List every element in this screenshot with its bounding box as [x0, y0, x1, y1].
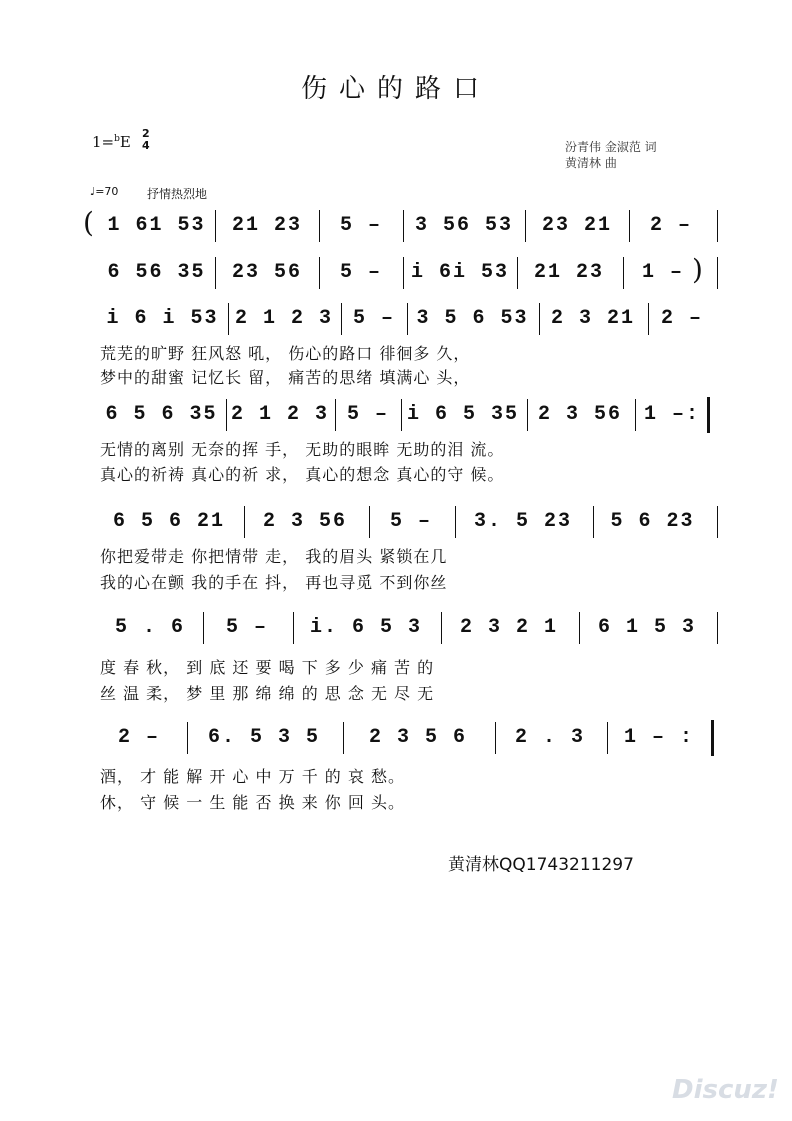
page-title: 伤心的路口 — [300, 74, 491, 104]
barline — [403, 257, 404, 289]
barline — [623, 257, 624, 289]
barline — [319, 210, 320, 242]
lyric-line-2: 梦中的甜蜜 记忆长 留， 痛苦的思绪 填满心 头， — [100, 368, 471, 387]
lyric-line-1: 酒， 才 能 解 开 心 中 万 千 的 哀 愁。 — [100, 767, 405, 786]
measure: 5 – — [352, 307, 395, 330]
barline — [635, 399, 636, 431]
barline — [648, 303, 649, 335]
barline — [593, 506, 594, 538]
measure: 6 5 6 35 — [105, 403, 218, 426]
barline — [403, 210, 404, 242]
tempo-marking: ♩=70 — [90, 185, 119, 198]
barline — [717, 257, 718, 289]
measure: 3 56 53 — [414, 214, 513, 237]
measure: 1 61 53 — [107, 214, 206, 237]
measure: 2 3 56 — [262, 510, 347, 533]
score-system-1 — [83, 206, 722, 246]
measure: 23 21 — [541, 214, 612, 237]
measure: 3. 5 23 — [473, 510, 572, 533]
measure: 21 23 — [533, 261, 604, 284]
measure: i. 6 5 3 — [309, 616, 422, 639]
measure: 2 – — [117, 726, 160, 749]
barline — [226, 399, 227, 431]
measure: i 6i 53 — [410, 261, 509, 284]
lyric-line-2: 丝 温 柔， 梦 里 那 绵 绵 的 思 念 无 尽 无 — [100, 684, 435, 703]
composer-credit: 黄清林 曲 — [565, 156, 617, 170]
barline — [717, 612, 718, 644]
measure: 6. 5 3 5 — [207, 726, 320, 749]
measure: i 6 5 35 — [406, 403, 519, 426]
barline — [335, 399, 336, 431]
score-system-7 — [95, 718, 722, 758]
score-system-6 — [95, 608, 722, 648]
repeat-paren-open: ( — [83, 206, 94, 239]
barline — [187, 722, 188, 754]
watermark: Discuz! — [672, 1075, 779, 1105]
barline — [717, 506, 718, 538]
measure: 1 –: — [643, 403, 700, 426]
measure: 3 5 6 53 — [416, 307, 529, 330]
lyric-line-2: 真心的祈祷 真心的祈 求， 真心的想念 真心的守 候。 — [100, 465, 505, 484]
measure: 5 – — [225, 616, 268, 639]
barline — [607, 722, 608, 754]
measure: 5 – — [346, 403, 389, 426]
barline — [527, 399, 528, 431]
barline — [244, 506, 245, 538]
barline — [525, 210, 526, 242]
barline — [441, 612, 442, 644]
measure: 5 – — [339, 261, 382, 284]
repeat-paren-close: ) — [692, 253, 703, 286]
measure: 2 3 21 — [550, 307, 635, 330]
barline — [517, 257, 518, 289]
barline — [369, 506, 370, 538]
expression-marking: 抒情热烈地 — [147, 187, 208, 201]
measure: 2 3 2 1 — [459, 616, 558, 639]
barline — [228, 303, 229, 335]
measure: i 6 i 53 — [106, 307, 219, 330]
barline — [455, 506, 456, 538]
measure: 1 – : — [623, 726, 694, 749]
measure: 6 5 6 21 — [112, 510, 225, 533]
measure: 23 56 — [231, 261, 302, 284]
measure: 2 1 2 3 — [230, 403, 329, 426]
lyric-line-1: 你把爱带走 你把情带 走， 我的眉头 紧锁在几 — [100, 547, 448, 566]
lyric-line-1: 无情的离别 无奈的挥 手， 无助的眼眸 无助的泪 流。 — [100, 440, 505, 459]
measure: 5 – — [389, 510, 432, 533]
lyricist-credit: 汾青伟 金淑范 词 — [565, 140, 657, 154]
signature: 黄清林QQ1743211297 — [448, 855, 634, 875]
measure: 2 3 5 6 — [368, 726, 467, 749]
measure: 2 . 3 — [514, 726, 585, 749]
lyric-line-1: 度 春 秋， 到 底 还 要 喝 下 多 少 痛 苦 的 — [100, 658, 435, 677]
measure: 6 56 35 — [107, 261, 206, 284]
barline — [401, 399, 402, 431]
barline — [203, 612, 204, 644]
measure: 2 1 2 3 — [234, 307, 333, 330]
barline — [319, 257, 320, 289]
barline — [629, 210, 630, 242]
measure: 21 23 — [231, 214, 302, 237]
score-system-4 — [95, 395, 722, 435]
measure: 2 – — [649, 214, 692, 237]
time-signature: 2 4 — [142, 127, 150, 152]
measure: 2 – — [660, 307, 703, 330]
barline — [579, 612, 580, 644]
measure: 6 1 5 3 — [597, 616, 696, 639]
barline — [215, 257, 216, 289]
barline — [293, 612, 294, 644]
measure: 5 . 6 — [114, 616, 185, 639]
measure: 2 3 56 — [537, 403, 622, 426]
barline — [343, 722, 344, 754]
measure: 5 6 23 — [610, 510, 695, 533]
lyric-line-2: 休， 守 候 一 生 能 否 换 来 你 回 头。 — [100, 793, 405, 812]
barline — [341, 303, 342, 335]
score-system-3 — [95, 299, 722, 339]
barline — [495, 722, 496, 754]
barline — [539, 303, 540, 335]
barline — [717, 210, 718, 242]
final-barline — [711, 720, 714, 756]
barline — [407, 303, 408, 335]
lyric-line-1: 荒芜的旷野 狂风怒 吼， 伤心的路口 徘徊多 久， — [100, 344, 471, 363]
score-system-2 — [95, 253, 722, 293]
barline — [215, 210, 216, 242]
measure: 1 – — [641, 261, 684, 284]
key-signature: 1=$^b$E — [92, 133, 131, 151]
measure: 5 – — [339, 214, 382, 237]
lyric-line-2: 我的心在颤 我的手在 抖， 再也寻觅 不到你丝 — [100, 573, 448, 592]
score-system-5 — [95, 502, 722, 542]
final-barline — [707, 397, 710, 433]
